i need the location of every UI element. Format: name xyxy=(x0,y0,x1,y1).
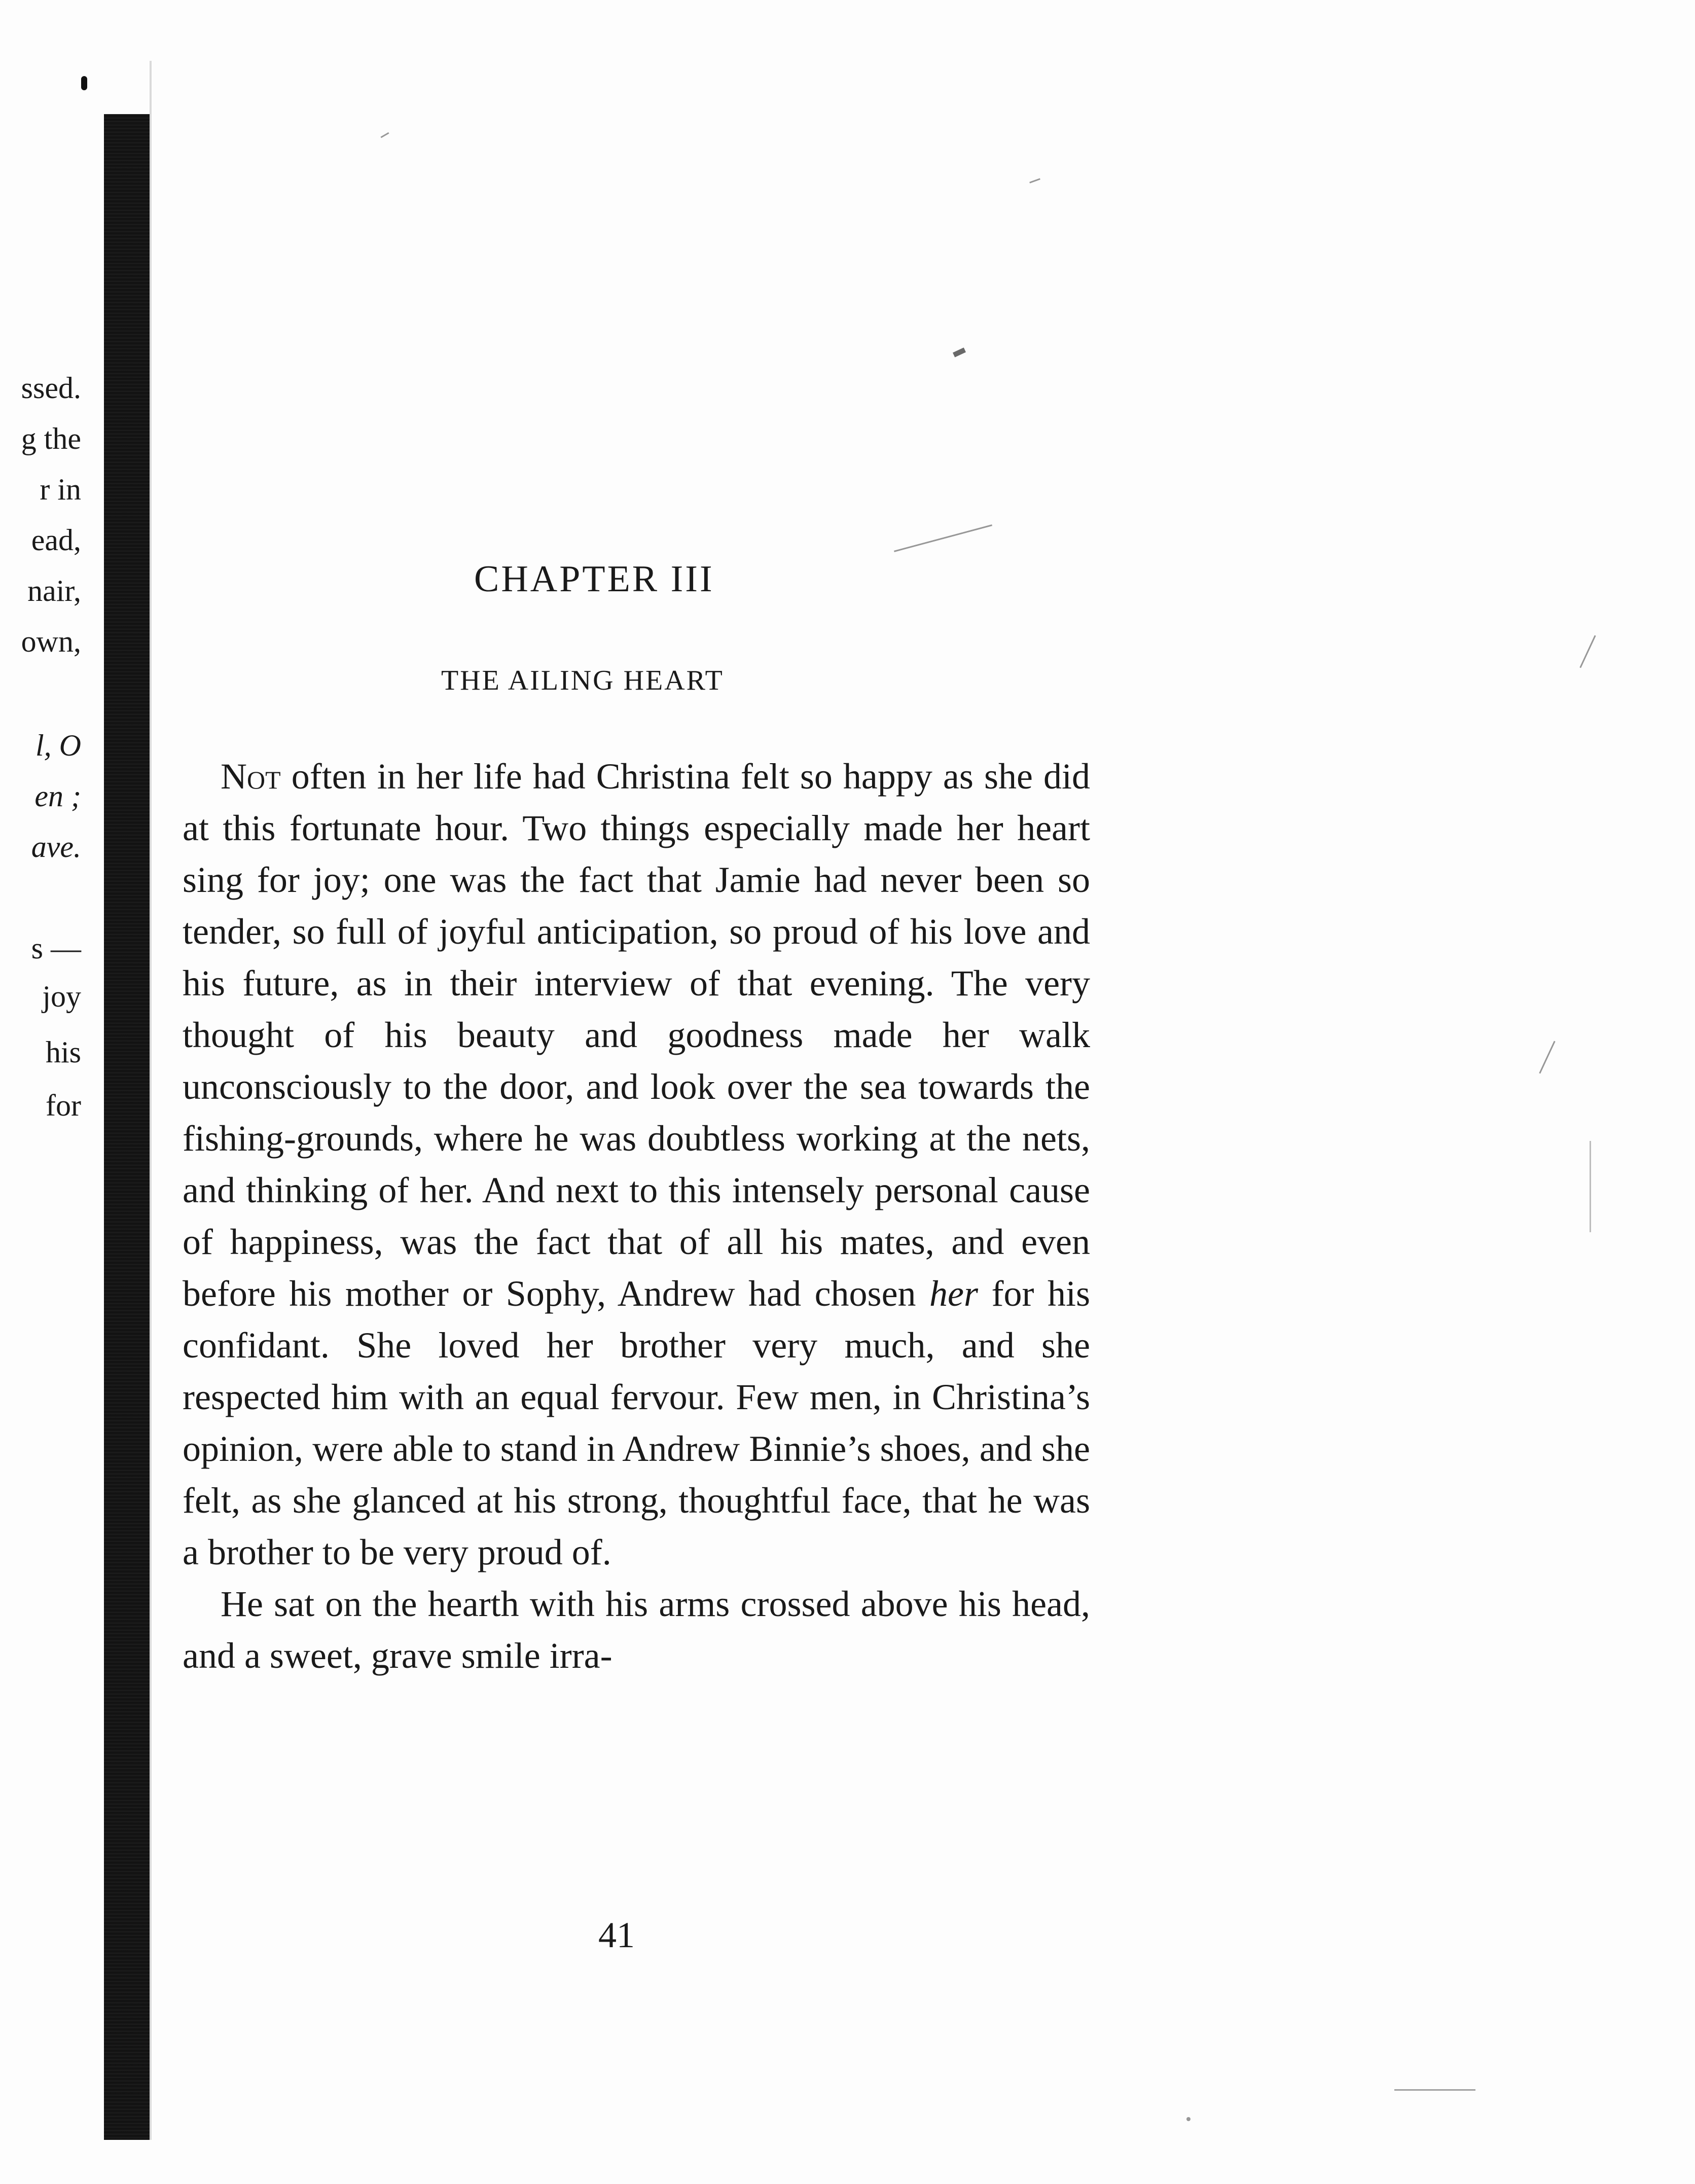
scan-speck xyxy=(380,132,389,138)
paragraph xyxy=(183,1578,1090,1681)
prev-page-line: his xyxy=(45,1035,81,1069)
chapter-body xyxy=(183,750,1090,1681)
prev-page-line: for xyxy=(46,1089,81,1122)
scan-speck xyxy=(1394,2089,1475,2091)
scan-speck xyxy=(1029,178,1040,183)
paragraph-text: He sat on the hearth with his arms crossed above his head, and a sweet, grave smile irra- xyxy=(183,1584,1090,1676)
prev-page-line: l, O xyxy=(35,729,81,762)
prev-page-line: own, xyxy=(21,625,81,658)
prev-page-line: s — xyxy=(31,932,81,965)
binding-mark xyxy=(81,76,87,90)
chapter-title: CHAPTER III xyxy=(474,558,714,600)
scan-speck xyxy=(1186,2117,1191,2121)
paragraph xyxy=(183,750,1090,1578)
chapter-subtitle: THE AILING HEART xyxy=(441,665,724,696)
prev-page-line: r in xyxy=(40,473,81,506)
prev-page-line: joy xyxy=(42,980,81,1013)
prev-page-line: g the xyxy=(21,422,81,455)
scan-speck xyxy=(1539,1041,1555,1074)
scan-speck xyxy=(953,347,966,357)
scan-speck xyxy=(1590,1141,1591,1232)
book-gutter xyxy=(104,114,150,2140)
prev-page-line: en ; xyxy=(34,779,81,813)
drop-lead-word: Not xyxy=(221,756,281,797)
scan-speck xyxy=(1579,635,1596,668)
gutter-edge-line xyxy=(150,61,152,2140)
prev-page-line: nair, xyxy=(27,574,81,607)
paragraph-text: for his confidant. She loved her brother very much, and she respected him with an equal fervour. Few men, in Christina’s opinion, were able to stand in Andrew Binnie’s shoes, and she felt, as she glanced at his strong, thoughtful face, that he was a brother to be very proud of. xyxy=(183,1273,1090,1572)
page-number: 41 xyxy=(598,1915,635,1955)
previous-page-edge xyxy=(0,0,101,2184)
prev-page-line: ave. xyxy=(31,830,81,864)
paragraph-text: often in her life had Christina felt so happy as she did at this fortunate hour. Two things especially made her heart sing for joy; one was the fact that Jamie had never been so tender, so full of joyful anticipation, so proud of his love and his future, as in their interview of that evening. The very thought of his beauty and goodness made her walk unconsciously to the door, and look over the sea towards the fishing-grounds, where he was doubtless working at the nets, and thinking of her. And next to this intensely personal cause of happiness, was the fact that of all his mates, and even before his mother or Sophy, Andrew had chosen xyxy=(183,756,1090,1314)
scan-speck xyxy=(894,524,992,552)
emphasis-text: her xyxy=(929,1273,979,1314)
prev-page-line: ead, xyxy=(31,523,81,557)
prev-page-line: ssed. xyxy=(21,371,81,405)
